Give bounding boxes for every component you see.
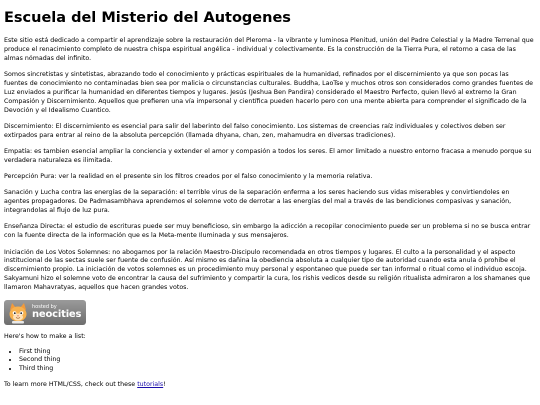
list-item: • Second thing — [19, 356, 534, 365]
direct-teaching-paragraph: Enseñanza Directa: el estudio de escrituras puede ser muy beneficioso, sin embargo la adicción a recopilar conocimiento puede ser un problema si no se busca entrar con la fuente directa de la información que es la Meta-mente Iluminada y sus mensajeros. — [4, 223, 531, 240]
discernment-paragraph: Discernimiento: El discernimiento es esencial para salir del laberinto del falso conocimiento. Los sistemas de creencias raíz individuales y colectivos deben ser extirpados para entrar al reino de la absoluta percepción (llamada dhyana, chan, zen, mahamudra en diversas tradiciones). — [4, 122, 506, 139]
footer-suffix: ! — [163, 381, 166, 389]
footer-text — [4, 381, 534, 390]
tutorials-link[interactable]: tutorials — [137, 381, 164, 389]
pure-perception-paragraph: Percepción Pura: ver la realidad en el presente sin los filtros creados por el falso conocimiento y la memoria relativa. — [4, 173, 373, 181]
solemn-vows-paragraph: Iniciación de Los Votos Solemnes: no abogamos por la relación Maestro-Discipulo recomendada en otros tiempos y lugares. El culto a la personalidad y el aspecto institucional de las sectas suele ser fuente de confusión. Así mismo es dañina la obediencia absoluta a cualquier tipo de autoridad cuando esta anula ó prohibe el discernimiento propio. La iniciación de votos solemnes es un procedimiento muy personal y espontaneo que puede ser tan informal o ritual como el individuo escoja. Sakyamuni hizo el solemne voto de encontrar la causa del sufrimiento y compartir la cura, los rishis vedicos desde su religión ritualista admiraron a los shamanes que llamaron Mahavratyas, aquellos que hacen grandes votos. — [4, 248, 531, 291]
list-item: • Third thing — [19, 365, 534, 374]
badge-neocities: neocities — [32, 309, 82, 321]
healing-paragraph: Sanación y Lucha contra las energías de la separación: el terrible virus de la separación enferma a los seres haciendo sus vidas miserables y convirtiendoles en agentes propagadores. De Padmasambhava aprendemos el solemne voto de derrotar a las energías del mal a través de las bendiciones compasivas y sanación, integrandolas al flujo de luz pura. — [4, 189, 512, 215]
neocities-cat-icon — [7, 302, 29, 324]
list-intro: Here's how to make a list: — [4, 333, 86, 341]
neocities-badge[interactable] — [4, 300, 86, 325]
badge-text — [32, 305, 81, 320]
things-list — [4, 348, 534, 374]
empathy-paragraph: Empatía: es tambien esencial ampliar la conciencia y extender el amor y compasión a todos los seres. El amor limitado a nuestro entorno fracasa a menudo porque su verdadera naturaleza es ilimitada. — [4, 148, 532, 164]
badge-hosted-by: hosted by — [32, 304, 57, 311]
page-title: Escuela del Misterio del Autogenes — [4, 10, 291, 26]
intro-paragraph: Este sitio está dedicado a compartir el aprendizaje sobre la restauración del Pleroma - la vibrante y luminosa Plenitud, unión del Padre Celestial y la Madre Terrenal que produce el renacimiento completo de nuestra chispa espiritual angélica - individual y colectivamente. Es la construcción de la Tierra Pura, el retorno a casa de las almas nómadas del infinito. — [4, 37, 534, 63]
footer-prefix: To learn more HTML/CSS, check out these — [4, 381, 138, 389]
list-item: • First thing — [19, 348, 534, 357]
syncretism-paragraph: Somos sincretistas y sintetistas, abrazando todo el conocimiento y prácticas espirituales de la humanidad, refinados por el discernimiento ya que son pocas las fuentes de conocimiento no contaminadas bien sea por malicia o circunstancias culturales. Buddha, LaoTse y muchos otros son considerados como grandes fuentes de Luz enviados a purificar la humanidad en diferentes tiempos y lugares. Jesús (Jeshua Ben Pandira) considerado el Maestro Perfecto, quien llevó al extremo la Gran Compasión y Discernimiento. Aquellos que prefieren una vía impersonal y científica pueden hacerlo pero con una mente abierta para comprender el significado de la Devoción y el Idealismo Cuantico. — [4, 71, 533, 114]
